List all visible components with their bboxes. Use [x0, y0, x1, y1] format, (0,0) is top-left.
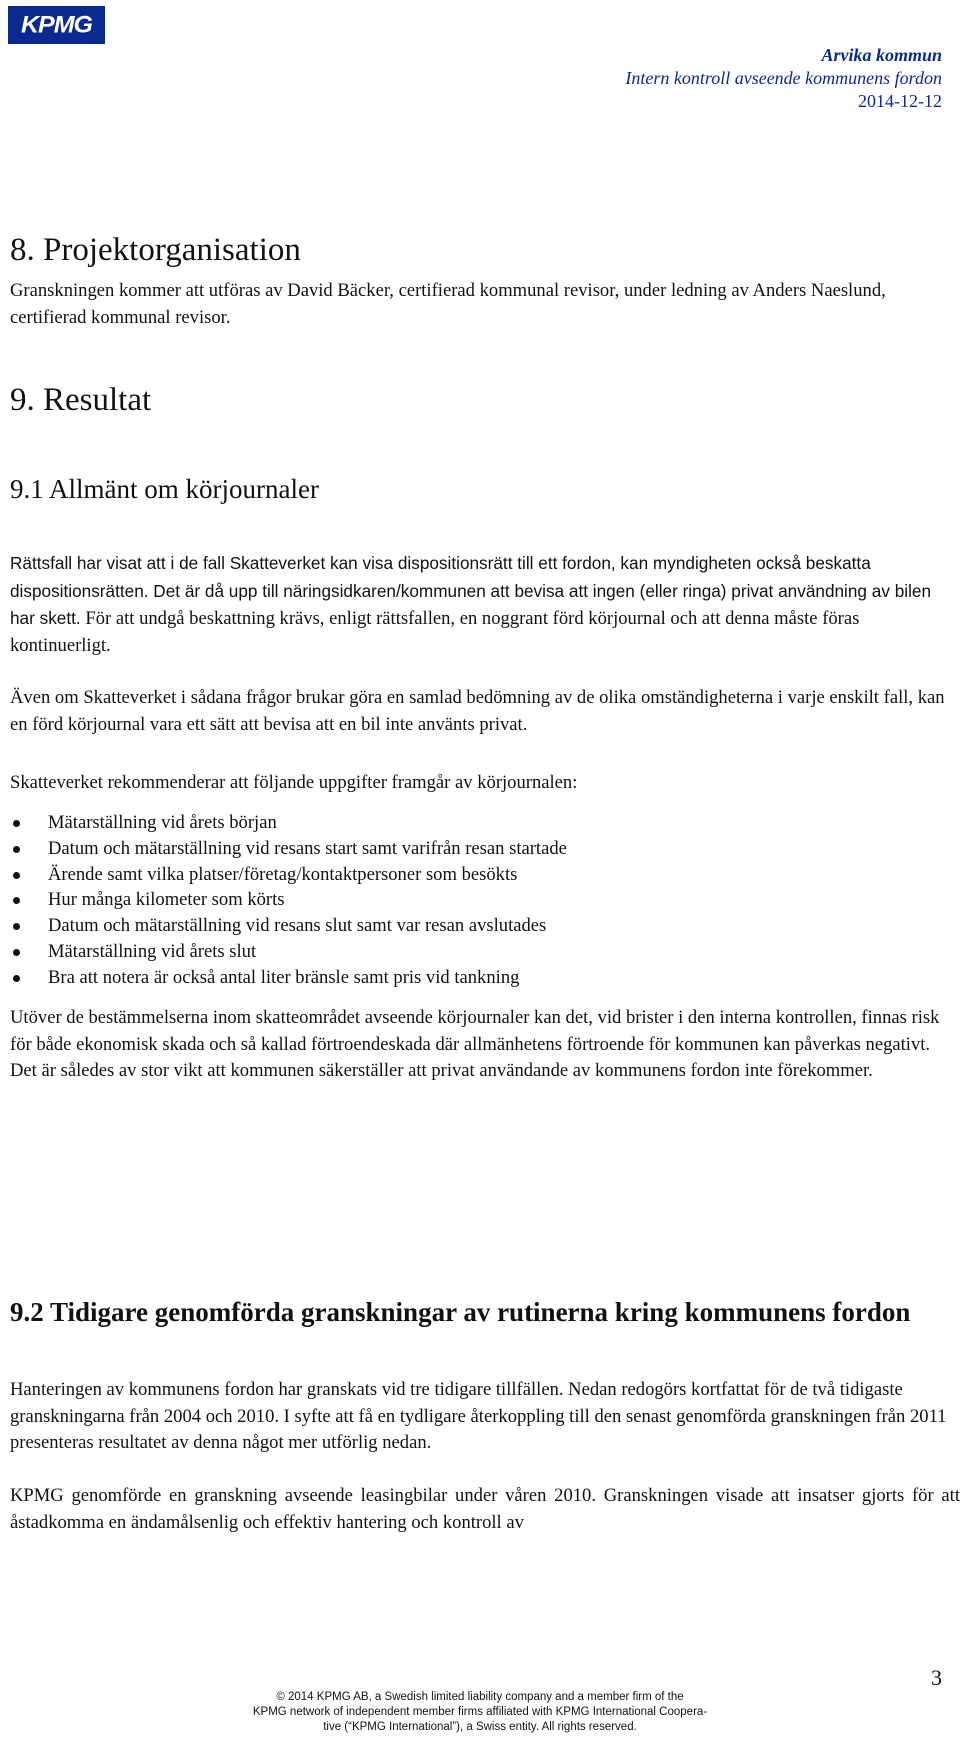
heading-resultat: 9. Resultat	[10, 382, 152, 418]
list-item: Datum och mätarställning vid resans start samt varifrån resan startade	[10, 836, 567, 862]
list-item: Hur många kilometer som körts	[10, 887, 567, 913]
list-item: Mätarställning vid årets slut	[10, 939, 567, 965]
footer-line: KPMG network of independent member firms affiliated with KPMG International Coopera-	[252, 1706, 708, 1718]
footer-line: © 2014 KPMG AB, a Swedish limited liability company and a member firm of the	[276, 1691, 684, 1703]
heading-projektorganisation: 8. Projektorganisation	[10, 232, 301, 268]
list-item: Mätarställning vid årets början	[10, 810, 567, 836]
heading-allmant-korjournaler: 9.1 Allmänt om körjournaler	[10, 474, 319, 504]
footer-line: tive (“KPMG International”), a Swiss entity. All rights reserved.	[323, 1721, 637, 1733]
paragraph-hanteringen: Hanteringen av kommunens fordon har granskats vid tre tidigare tillfällen. Nedan redogörs kortfattat för de två tidigaste granskningarna från 2004 och 2010. I syfte att få en tydligare återkoppling till den senast genomförda granskningen från 2011 presenteras resultatet av denna något mer utförlig nedan.	[10, 1379, 947, 1453]
paragraph-rattsfall-part1: Rättsfall har visat att i de fall Skatteverket kan visa dispositionsrätt till ett fordon, kan myndigheten också beskatta dispositionsrätten. Det är då upp till näringsidkaren/kommunen att bevisa att ingen (eller ringa) privat användning av bilen har skett.	[10, 553, 932, 628]
header-subtitle: Intern kontroll avseende kommunens fordon	[625, 68, 942, 88]
list-item: Bra att notera är också antal liter bränsle samt pris vid tankning	[10, 965, 567, 991]
kpmg-logo	[8, 6, 105, 44]
paragraph-leasingbilar: KPMG genomförde en granskning avseende leasingbilar under våren 2010. Granskningen visade att insatser gjorts för att åstadkomma en ändamålsenlig och effektiv hantering och kontroll av	[10, 1485, 960, 1533]
heading-tidigare-granskningar: 9.2 Tidigare genomförda granskningar av rutinerna kring kommunens fordon	[10, 1297, 911, 1327]
page-number: 3	[931, 1665, 942, 1690]
paragraph-rattsfall	[10, 550, 960, 659]
paragraph-utover: Utöver de bestämmelserna inom skatteområdet avseende körjournaler kan det, vid brister i den interna kontrollen, finnas risk för både ekonomisk skada och så kallad förtroendeskada där allmänhetens förtroende för kommunen kan påverkas negativt. Det är således av stor vikt att kommunen säkerställer att privat användande av kommunens fordon inte förekommer.	[10, 1007, 940, 1081]
header-municipality: Arvika kommun	[821, 45, 942, 65]
paragraph-projektorganisation: Granskningen kommer att utföras av David Bäcker, certifierad kommunal revisor, under ledning av Anders Naeslund, certifierad kommunal revisor.	[10, 280, 886, 328]
document-header	[625, 44, 942, 113]
list-item: Ärende samt vilka platser/företag/kontaktpersoner som besökts	[10, 862, 567, 888]
logo-text: KPMG	[21, 11, 92, 38]
list-item: Datum och mätarställning vid resans slut samt var resan avslutades	[10, 913, 567, 939]
paragraph-samlad-bedomning: Även om Skatteverket i sådana frågor brukar göra en samlad bedömning av de olika omständigheterna i varje enskilt fall, kan en förd körjournal vara ett sätt att bevisa att en bil inte använts privat.	[10, 687, 945, 735]
header-date: 2014-12-12	[858, 91, 942, 111]
footer-copyright	[0, 1690, 960, 1735]
korjournal-list	[10, 810, 567, 991]
paragraph-rekommenderar: Skatteverket rekommenderar att följande uppgifter framgår av körjournalen:	[10, 772, 578, 793]
paragraph-rattsfall-part2: För att undgå beskattning krävs, enligt rättsfallen, en noggrant förd körjournal och att denna måste föras kontinuerligt.	[10, 608, 860, 656]
